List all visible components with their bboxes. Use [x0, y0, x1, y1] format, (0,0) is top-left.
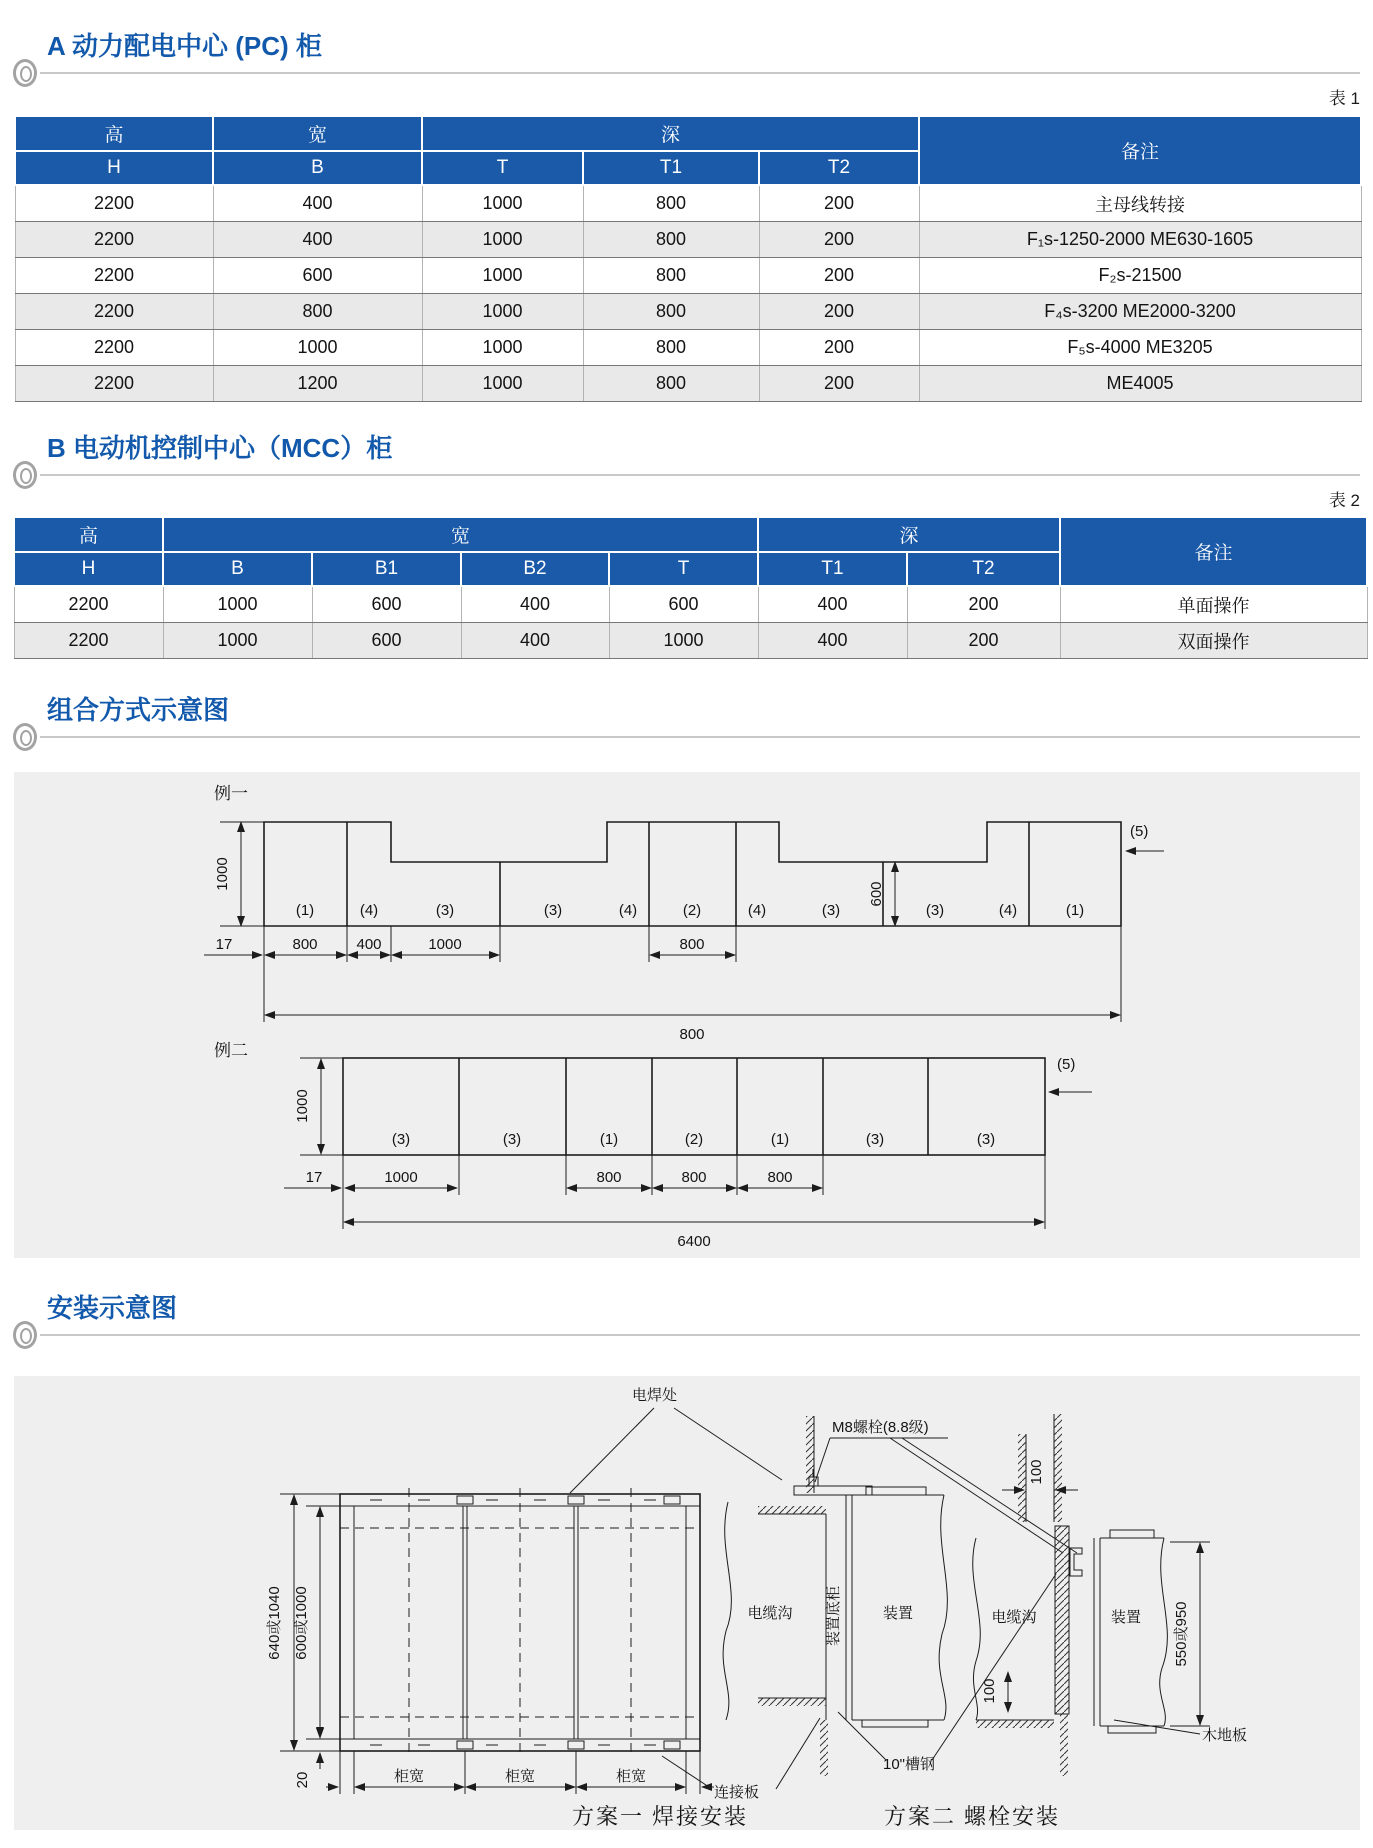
block-label: (3) [543, 902, 563, 919]
col-header-T2: T2 [759, 151, 919, 185]
col-header-B1: B1 [312, 552, 461, 586]
table-cell: 200 [907, 586, 1060, 623]
dim-label: 800 [679, 936, 705, 953]
example1-label: 例一 [214, 784, 248, 803]
table2-body [14, 586, 1367, 659]
table-cell: 1000 [163, 623, 312, 659]
table-cell: 800 [583, 294, 759, 330]
cable-trench-label: 电缆沟 [991, 1609, 1037, 1626]
col-header-width: 宽 [163, 517, 758, 552]
channel-steel-label: 10"槽钢 [882, 1756, 936, 1773]
dim-label: 1000 [214, 857, 231, 891]
example1-block-labels [296, 902, 1084, 919]
block-label: (4) [747, 902, 767, 919]
table-cell: 400 [758, 623, 907, 659]
table-cell: ME4005 [919, 366, 1361, 402]
block-label: (3) [502, 1131, 522, 1148]
table-cell: 单面操作 [1060, 586, 1367, 623]
table-cell: 1000 [213, 330, 422, 366]
section-d-title: 安装示意图 [47, 1293, 178, 1323]
example2-block-labels [392, 1131, 995, 1148]
section-c-ring-icon [13, 723, 37, 751]
block-label: (3) [391, 1131, 411, 1148]
col-header-H: H [14, 552, 163, 586]
dim-label: 柜宽 [393, 1768, 425, 1785]
block-label: (3) [821, 902, 841, 919]
table1-label: 表 1 [1328, 89, 1360, 108]
block-label: (1) [599, 1131, 619, 1148]
table-row [14, 586, 1367, 623]
table-cell: 1000 [422, 330, 583, 366]
table-cell: 200 [759, 258, 919, 294]
col-header-height: 高 [15, 116, 213, 151]
dim-label: 1000 [294, 1089, 311, 1123]
table-cell: 200 [759, 366, 919, 402]
table-cell: 600 [312, 623, 461, 659]
dim-label: 550或950 [1173, 1601, 1190, 1667]
block-label: (2) [682, 902, 702, 919]
table-cell: F₄s-3200 ME2000-3200 [919, 294, 1361, 330]
item5-tag: (5) [1130, 823, 1149, 840]
table-cell: 800 [583, 222, 759, 258]
dim-label: 17 [215, 936, 233, 953]
table-cell: F₅s-4000 ME3205 [919, 330, 1361, 366]
col-header-remark: 备注 [1060, 517, 1367, 586]
table-row [14, 623, 1367, 659]
block-label: (3) [925, 902, 945, 919]
table-cell: 200 [907, 623, 1060, 659]
dim-label: 800 [292, 936, 318, 953]
table-cell: 200 [759, 185, 919, 222]
section-b-title: B 电动机控制中心（MCC）柜 [47, 433, 393, 463]
example2-drawing [214, 1041, 1092, 1250]
table-cell: 400 [461, 586, 609, 623]
table-row [15, 185, 1361, 222]
col-header-H: H [15, 151, 213, 185]
dim-label: 800 [767, 1169, 793, 1186]
table-cell: 200 [759, 330, 919, 366]
dim-label: 800 [681, 1169, 707, 1186]
table-cell: 2200 [15, 330, 213, 366]
dim-label: 600 [868, 881, 885, 907]
table-cell: 2200 [15, 294, 213, 330]
table-cell: 2200 [15, 258, 213, 294]
device-label: 装置 [1110, 1609, 1142, 1626]
section-b-rule [40, 474, 1360, 476]
section-c-rule [40, 736, 1360, 738]
table-cell: 800 [583, 185, 759, 222]
section-a-title: A 动力配电中心 (PC) 柜 [47, 31, 322, 61]
connect-plate-label: 连接板 [714, 1784, 760, 1801]
col-header-remark: 备注 [919, 116, 1361, 185]
table-cell: 2200 [15, 185, 213, 222]
col-header-depth: 深 [422, 116, 919, 151]
table1-head [15, 116, 1361, 185]
table-cell: 2200 [14, 623, 163, 659]
col-header-width: 宽 [213, 116, 422, 151]
table-row [15, 222, 1361, 258]
m8-bolt-label: M8螺栓(8.8级) [832, 1419, 929, 1436]
table-cell: 400 [461, 623, 609, 659]
table-cell: 800 [583, 258, 759, 294]
dim-label: 柜宽 [615, 1768, 647, 1785]
dim-label: 1000 [428, 936, 462, 953]
section-d-ring-icon [13, 1321, 37, 1349]
table-cell: 400 [758, 586, 907, 623]
table-cell: 600 [213, 258, 422, 294]
section-d-rule [40, 1334, 1360, 1336]
block-label: (4) [998, 902, 1018, 919]
dim-label: 800 [596, 1169, 622, 1186]
table-cell: 600 [609, 586, 758, 623]
block-label: (3) [976, 1131, 996, 1148]
col-header-T1: T1 [758, 552, 907, 586]
col-header-T1: T1 [583, 151, 759, 185]
table-cell: 2200 [15, 222, 213, 258]
table-cell: 1000 [422, 366, 583, 402]
combination-diagram-panel [14, 772, 1360, 1258]
table-cell: 800 [583, 366, 759, 402]
dim-label: 柜宽 [504, 1768, 536, 1785]
base-cabinet-label: 装置底柜 [825, 1585, 842, 1647]
block-label: (3) [435, 902, 455, 919]
block-label: (2) [684, 1131, 704, 1148]
col-header-T2: T2 [907, 552, 1060, 586]
section-c-title: 组合方式示意图 [47, 695, 230, 725]
table-cell: F₁s-1250-2000 ME630-1605 [919, 222, 1361, 258]
table-row [15, 294, 1361, 330]
col-header-T: T [609, 552, 758, 586]
combination-diagram [14, 772, 1360, 1258]
table1-body [15, 185, 1361, 402]
table-cell: 双面操作 [1060, 623, 1367, 659]
table-cell: 2200 [15, 366, 213, 402]
scheme2-caption: 方案二 螺栓安装 [883, 1804, 1061, 1829]
table2-mcc-cabinet [13, 516, 1368, 659]
wood-floor-label: 木地板 [1202, 1727, 1248, 1744]
example2-label: 例二 [214, 1041, 248, 1060]
scheme1-caption: 方案一 焊接安装 [571, 1804, 749, 1829]
col-header-B: B [163, 552, 312, 586]
col-header-depth: 深 [758, 517, 1060, 552]
section-a-rule [40, 72, 1360, 74]
block-label: (4) [618, 902, 638, 919]
dim-label: 400 [356, 936, 382, 953]
scheme1-section [723, 1416, 947, 1776]
col-header-height: 高 [14, 517, 163, 552]
plan-view [266, 1488, 714, 1794]
dim-label: 100 [1028, 1459, 1045, 1485]
cable-trench-label: 电缆沟 [747, 1605, 793, 1622]
example1-witness-lines [264, 926, 736, 962]
dim-label: 20 [294, 1771, 311, 1789]
table-cell: 1000 [422, 222, 583, 258]
table-cell: 200 [759, 222, 919, 258]
table-row [15, 258, 1361, 294]
section-b-ring-icon [13, 461, 37, 489]
col-header-T: T [422, 151, 583, 185]
device-label: 装置 [882, 1605, 914, 1622]
dim-label: 800 [679, 1026, 705, 1043]
table-cell: 800 [583, 330, 759, 366]
table-cell: 1000 [163, 586, 312, 623]
installation-diagram-panel [14, 1376, 1360, 1830]
col-header-B: B [213, 151, 422, 185]
section-a-ring-icon [13, 59, 37, 87]
table-cell: 1000 [422, 258, 583, 294]
block-label: (4) [359, 902, 379, 919]
table-cell: 400 [213, 222, 422, 258]
table-cell: 主母线转接 [919, 185, 1361, 222]
table-cell: 800 [213, 294, 422, 330]
table-cell: 600 [312, 586, 461, 623]
dim-label: 600或1000 [293, 1586, 310, 1660]
table1-pc-cabinet [14, 115, 1362, 402]
table2-label: 表 2 [1328, 491, 1360, 510]
table-cell: 1000 [422, 185, 583, 222]
table-cell: 1200 [213, 366, 422, 402]
block-label: (3) [865, 1131, 885, 1148]
table-row [15, 330, 1361, 366]
table-cell: 400 [213, 185, 422, 222]
block-label: (1) [1065, 902, 1085, 919]
item5-tag: (5) [1057, 1056, 1076, 1073]
dim-label: 100 [981, 1678, 998, 1704]
dim-label: 1000 [384, 1169, 418, 1186]
rail-tabs [370, 1496, 680, 1749]
table-cell: 1000 [609, 623, 758, 659]
table2-head [14, 517, 1367, 586]
table-cell: 200 [759, 294, 919, 330]
table-cell: 1000 [422, 294, 583, 330]
col-header-B2: B2 [461, 552, 609, 586]
block-label: (1) [770, 1131, 790, 1148]
table-row [15, 366, 1361, 402]
example1-drawing [204, 784, 1164, 1043]
scheme2-section [973, 1414, 1210, 1776]
installation-diagram [14, 1376, 1360, 1830]
table-cell: F₂s-21500 [919, 258, 1361, 294]
dim-label: 17 [305, 1169, 323, 1186]
block-label: (1) [295, 902, 315, 919]
dim-label: 640或1040 [266, 1586, 283, 1660]
dim-label: 6400 [677, 1233, 711, 1250]
weld-spot-label: 电焊处 [632, 1387, 678, 1404]
table-cell: 2200 [14, 586, 163, 623]
